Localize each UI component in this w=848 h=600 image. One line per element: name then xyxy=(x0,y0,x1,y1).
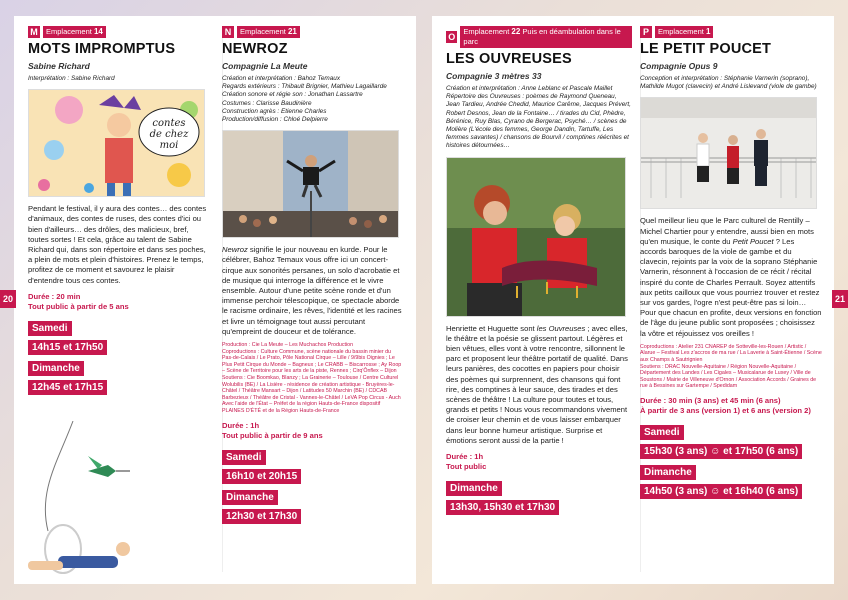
show-mots-impromptus xyxy=(28,26,208,398)
svg-text:de chez: de chez xyxy=(149,129,189,141)
production-credits: Production : Cie La Meute – Les Muchachos Production Coproductions : Culture Commune, scène nationale du bassin minier du Pas-de-Calais / Le Prato, Pôle National Cirque – Lille / 9/9bis Oignies ; Le Plus Petit Cirque du Monde – Bagneux ; Le CRABB – Biscarrosse ; Ay Roop – Scène de Territoire pour les arts de la piste, Rennes ; Cirq'Ônflex – Dijon Soutiens : Cie Boomkao, Blanzy ; La Grainerie – Toulouse / Centre Culturel Wolubilis (BE) / La Lisière - résidence de création artistique - Bruyères-le-Châtel / Théâtre Mansart – Dijon / Latitudes 50 Marchin (BE) / CDCAB Barbezieux / Théâtre de Cristal - Vannes-le-Châtel / LeVA Pop Circus - Auch Avec l'aide de l'État – Préfet de la région Hauts-de-France dispositif PLAINES D'ÉTÉ et de la Région Hauts-de-France xyxy=(222,342,402,414)
show-title: LE PETIT POUCET xyxy=(640,41,772,57)
day-label: Dimanche xyxy=(640,465,696,480)
duration: Durée : 1h Tout public à partir de 9 ans xyxy=(222,421,402,441)
time-slots: 16h10 et 20h15 xyxy=(222,469,301,484)
audience: À partir de 3 ans (version 1) et 6 ans (version 2) xyxy=(640,406,811,415)
credits: Création et interprétation : Bahoz Temaux Regards extérieurs : Thibault Brignier, Mathieu Lagaillarde Création sonore et régie son : Jonathan Lassartre Costumes : Clarisse Baudinière Construction agrès : Etienne Charles Production/diffusion : Chloé Delpierre xyxy=(222,75,387,124)
show-description: Newroz signifie le jour nouveau en kurde. Pour le célébrer, Bahoz Temaux vous offre ici un concert-cirque aux sonorités persanes, un solo d'acrobatie et de musique qui interroge la différence et le vivre ensemble. Autour d'une petite scène ronde et d'un immense perchoir télescopique, ce spectacle aborde le racisme ordinaire, les rêves, l'identité et les racines et livre un témoignage tout aussi percutant qu'empreint de douceur et de tolérance. xyxy=(222,245,402,336)
day-label: Dimanche xyxy=(222,490,278,505)
right-page xyxy=(432,16,834,584)
time-slots: 14h15 et 17h50 xyxy=(28,340,107,355)
show-letter: M xyxy=(28,26,40,38)
page-number-left: 20 xyxy=(0,290,16,308)
duration: Durée : 30 min (3 ans) et 45 min (6 ans) À partir de 3 ans (version 1) et 6 ans (version 2) xyxy=(640,396,822,416)
show-title: MOTS IMPROMPTUS xyxy=(28,41,176,57)
company-name: Compagnie 3 mètres 33 xyxy=(446,71,542,81)
day-label: Dimanche xyxy=(446,481,502,496)
page-number-right: 21 xyxy=(832,290,848,308)
credits: Interprétation : Sabine Richard xyxy=(28,75,115,82)
time-slots: 13h30, 15h30 et 17h30 xyxy=(446,500,559,515)
show-title: LES OUVREUSES xyxy=(446,51,572,67)
show-description: Quel meilleur lieu que le Parc culturel de Rentilly – Michel Chartier pour y entendre, aussi bien en mots qu'en musique, le conte du Petit Poucet ? Les accords baroques de la viole de gambe et du clavecin, rejoints par la voix de la soprano Stéphanie Varnerin, résonnent à l'occasion de ce récit / récital inspiré du conte de Charles Perrault. Soyez attentifs aux petits cailloux que vous pourriez trouver et restez sur vos gardes, l'ogre n'est peut-être pas si loin… Pour que chacun en profite, deux versions en fonction de l'âge du jeune public sont proposées ; choisissez la vôtre et réjouissez vos oreilles ! xyxy=(640,216,822,338)
storyteller-illustration xyxy=(28,89,205,197)
company-name: Compagnie Opus 9 xyxy=(640,61,718,71)
acrobat-photo xyxy=(222,130,399,238)
show-description: Henriette et Huguette sont les Ouvreuses ; avec elles, le théâtre et la poésie se glissent partout. Légères et bien vêtues, elles vont à votre rencontre, sillonnent le parc et proposent leur théâtre portatif de qualité. Dans leurs panières, des cocottes en papiers pour choisir des poèmes qui surprennent, des chansons qui font rire, des comptines à leur sauce, des tirades et des scènes de théâtre ! La culture pour toutes et tous, grands et petits ! Nous vous recommandons vivement de croiser leur chemin et de vous laisser embarquer dans leur bonne humeur artistique. Surprise et émotions seront aussi de la partie ! xyxy=(446,323,628,445)
audience: Tout public à partir de 5 ans xyxy=(28,301,129,311)
location-tag xyxy=(640,26,822,38)
performers-photo xyxy=(446,157,626,317)
location-tag xyxy=(28,26,208,38)
day-label: Samedi xyxy=(222,450,266,465)
location-tag xyxy=(222,26,402,38)
location-label: Emplacement 1 xyxy=(655,26,713,38)
time-slots: 14h50 (3 ans) ☺ et 16h40 (6 ans) xyxy=(640,484,802,499)
show-letter: O xyxy=(446,31,457,43)
svg-text:moi: moi xyxy=(159,140,179,152)
show-newroz xyxy=(222,26,402,527)
credits: Création et interprétation : Anne Leblanc et Pascale Maillet Répertoire des Ouvreuses : poèmes de Raymond Queneau, Jean Tardieu, Andrée Chedid, Maurice Carême, Jacques Prévert, Robert Desnos, Jean de la Fontaine… / tirades du Cid, Phèdre, Bérénice, Ruy Blas, Cyrano de Bergerac, Psyché… / scènes de Molière (L'école des femmes, George Dandin, Tartuffe, Les femmes savantes) / chansons de Bourvil / comptines réécrites et histoires détournées… xyxy=(446,85,631,150)
day-label: Dimanche xyxy=(28,361,84,376)
show-letter: P xyxy=(640,26,652,38)
show-le-petit-poucet xyxy=(640,26,822,502)
hummingbird-acrobat-illustration xyxy=(18,421,158,586)
production-credits: Coproductions : Atelier 231 CNAREP de Sotteville-les-Rouen / Artistic / Alarue – Festival Les z'accros de ma rue / La Laverie à Saint-Étienne / Scène aux Champs à Sautrignien Soutiens : DRAC Nouvelle-Aquitaine / Région Nouvelle-Aquitaine / Département des Landes / Les Cigales – Musicalarue de Luxey / Ville de Soustons / Mairie de Villeneuve d'Ornon / Association Accords / Graines de rue à Bessines sur Gartempe / Spedidam xyxy=(640,343,822,390)
show-letter: N xyxy=(222,26,234,38)
musicians-photo xyxy=(640,97,817,209)
age-icon: ☺ xyxy=(710,446,721,457)
left-page xyxy=(14,16,416,584)
location-tag xyxy=(446,26,632,48)
credits: Conception et interprétation : Stéphanie Varnerin (soprano), Mathilde Mugot (clavecin) et André Lislevand (viole de gambe) xyxy=(640,75,817,91)
day-label: Samedi xyxy=(28,321,72,336)
location-label: Emplacement 14 xyxy=(43,26,106,38)
schedule xyxy=(28,318,208,398)
duration: Durée : 1h Tout public xyxy=(446,452,632,472)
schedule xyxy=(640,422,822,502)
schedule xyxy=(446,478,632,518)
schedule xyxy=(222,447,402,527)
show-les-ouvreuses xyxy=(446,26,632,518)
location-label: Emplacement 21 xyxy=(237,26,300,38)
show-title: NEWROZ xyxy=(222,41,288,57)
duration: Durée : 20 min Tout public à partir de 5 ans xyxy=(28,292,208,312)
audience: Tout public xyxy=(446,462,487,472)
time-slots: 15h30 (3 ans) ☺ et 17h50 (6 ans) xyxy=(640,444,802,459)
day-label: Samedi xyxy=(640,425,684,440)
company-name: Sabine Richard xyxy=(28,61,90,71)
time-slots: 12h45 et 17h15 xyxy=(28,380,107,395)
time-slots: 12h30 et 17h30 xyxy=(222,509,301,524)
audience: Tout public à partir de 9 ans xyxy=(222,430,323,440)
show-description: Pendant le festival, il y aura des contes… des contes d'animaux, des contes de ruses, des contes d'ici ou bien d'ailleurs… des drôles, des malicieux, bref, toutes sortes ! Et cela, grâce au talent de Sabine Richard qui, dans son répertoire et dans ses poches, a plein de mots et plein d'histoires. Prenez le temps, profitez de ce moment et savourez le plaisir d'entendre tous ces contes. xyxy=(28,204,207,285)
company-name: Compagnie La Meute xyxy=(222,61,308,71)
age-icon: ☺ xyxy=(710,486,721,497)
svg-text:contes: contes xyxy=(152,118,186,130)
location-label: Emplacement 22 Puis en déambulation dans le parc xyxy=(460,26,632,48)
